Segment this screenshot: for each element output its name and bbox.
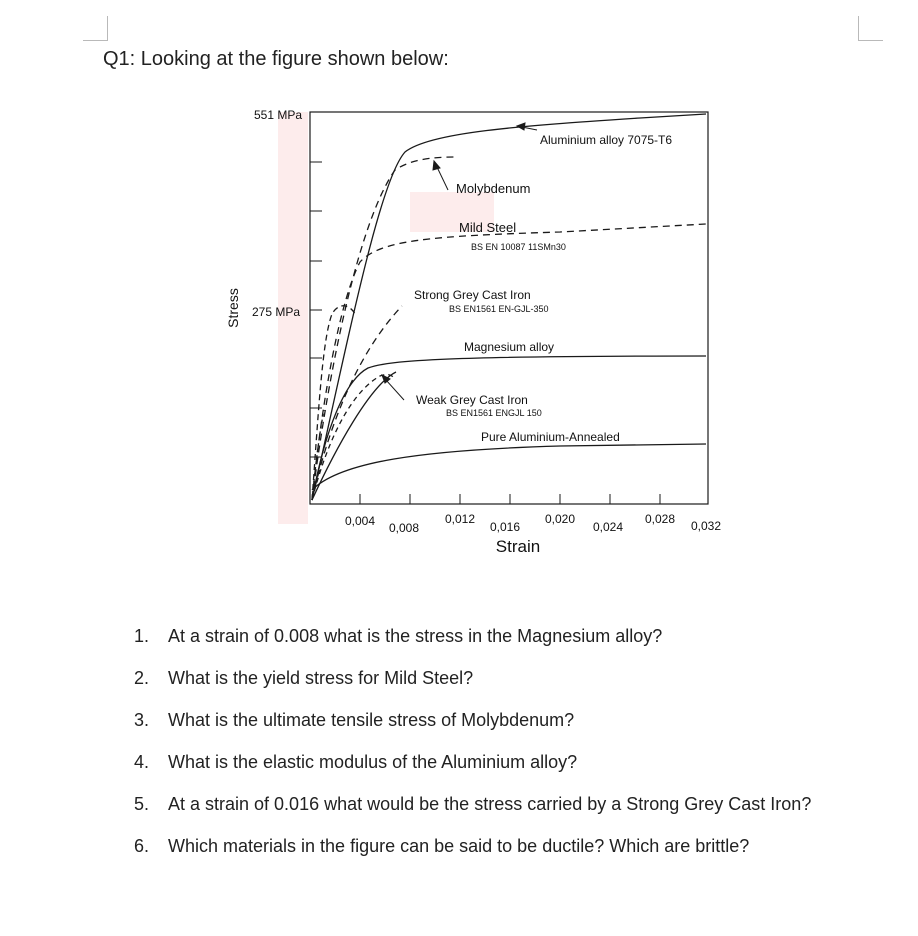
question-item [134, 657, 854, 699]
question-item [134, 783, 854, 825]
curve-mild-steel [312, 224, 706, 500]
label-mild-steel-standard: BS EN 10087 11SMn30 [471, 242, 566, 252]
curve-magnesium [312, 356, 706, 500]
arrow-head [433, 161, 440, 170]
label-mild-steel: Mild Steel [459, 220, 517, 235]
question-list [134, 615, 854, 867]
arrow-molybdenum [437, 167, 448, 190]
question-item [134, 699, 854, 741]
x-tick-label: 0,024 [592, 520, 624, 534]
curve-pure-aluminium [312, 444, 706, 490]
question-text: What is the elastic modulus of the Aluminium alloy? [168, 752, 578, 772]
x-axis-ticks [360, 494, 660, 504]
question-text: At a strain of 0.016 what would be the stress carried by a Strong Grey Cast Iron? [168, 794, 812, 814]
label-weak-grey-cast-iron: Weak Grey Cast Iron [416, 393, 528, 407]
label-aluminium-7075: Aluminium alloy 7075-T6 [540, 133, 673, 147]
question-text: At a strain of 0.008 what is the stress in the Magnesium alloy? [168, 626, 663, 646]
label-strong-grey-standard: BS EN1561 EN-GJL-350 [449, 304, 549, 314]
y-tick-label-275: 275 MPa [251, 305, 300, 319]
x-tick-label: 0,032 [690, 519, 722, 533]
question-text: Which materials in the figure can be said to be ductile? Which are brittle? [168, 836, 750, 856]
x-tick-label: 0,012 [444, 512, 476, 526]
x-tick-label: 0,028 [644, 512, 676, 526]
question-item [134, 825, 854, 867]
x-tick-label: 0,016 [489, 520, 521, 534]
question-text: What is the yield stress for Mild Steel? [168, 668, 474, 688]
question-number: 3. [134, 710, 150, 730]
question-number: 2. [134, 668, 150, 688]
y-tick-label-551: 551 MPa [253, 108, 302, 122]
question-number: 6. [134, 836, 150, 856]
question-number: 1. [134, 626, 150, 646]
question-item [134, 741, 854, 783]
x-tick-label: 0,008 [388, 521, 420, 535]
question-text: What is the ultimate tensile stress of Molybdenum? [168, 710, 575, 730]
y-axis-label: Stress [225, 288, 241, 328]
question-heading: Q1: Looking at the figure shown below: [103, 48, 449, 70]
question-number: 4. [134, 752, 150, 772]
question-item [134, 615, 854, 657]
arrow-weak-grey [386, 380, 404, 400]
arrow-head [517, 123, 525, 130]
label-strong-grey-cast-iron: Strong Grey Cast Iron [414, 288, 531, 302]
label-magnesium-alloy: Magnesium alloy [464, 340, 555, 354]
x-tick-label: 0,020 [544, 512, 576, 526]
question-number: 5. [134, 794, 150, 814]
label-molybdenum: Molybdenum [456, 181, 531, 196]
label-weak-grey-standard: BS EN1561 ENGJL 150 [446, 408, 542, 418]
x-tick-label: 0,004 [344, 514, 376, 528]
y-axis-ticks [310, 162, 322, 457]
label-pure-aluminium: Pure Aluminium-Annealed [481, 430, 620, 444]
x-axis-label: Strain [495, 537, 541, 556]
